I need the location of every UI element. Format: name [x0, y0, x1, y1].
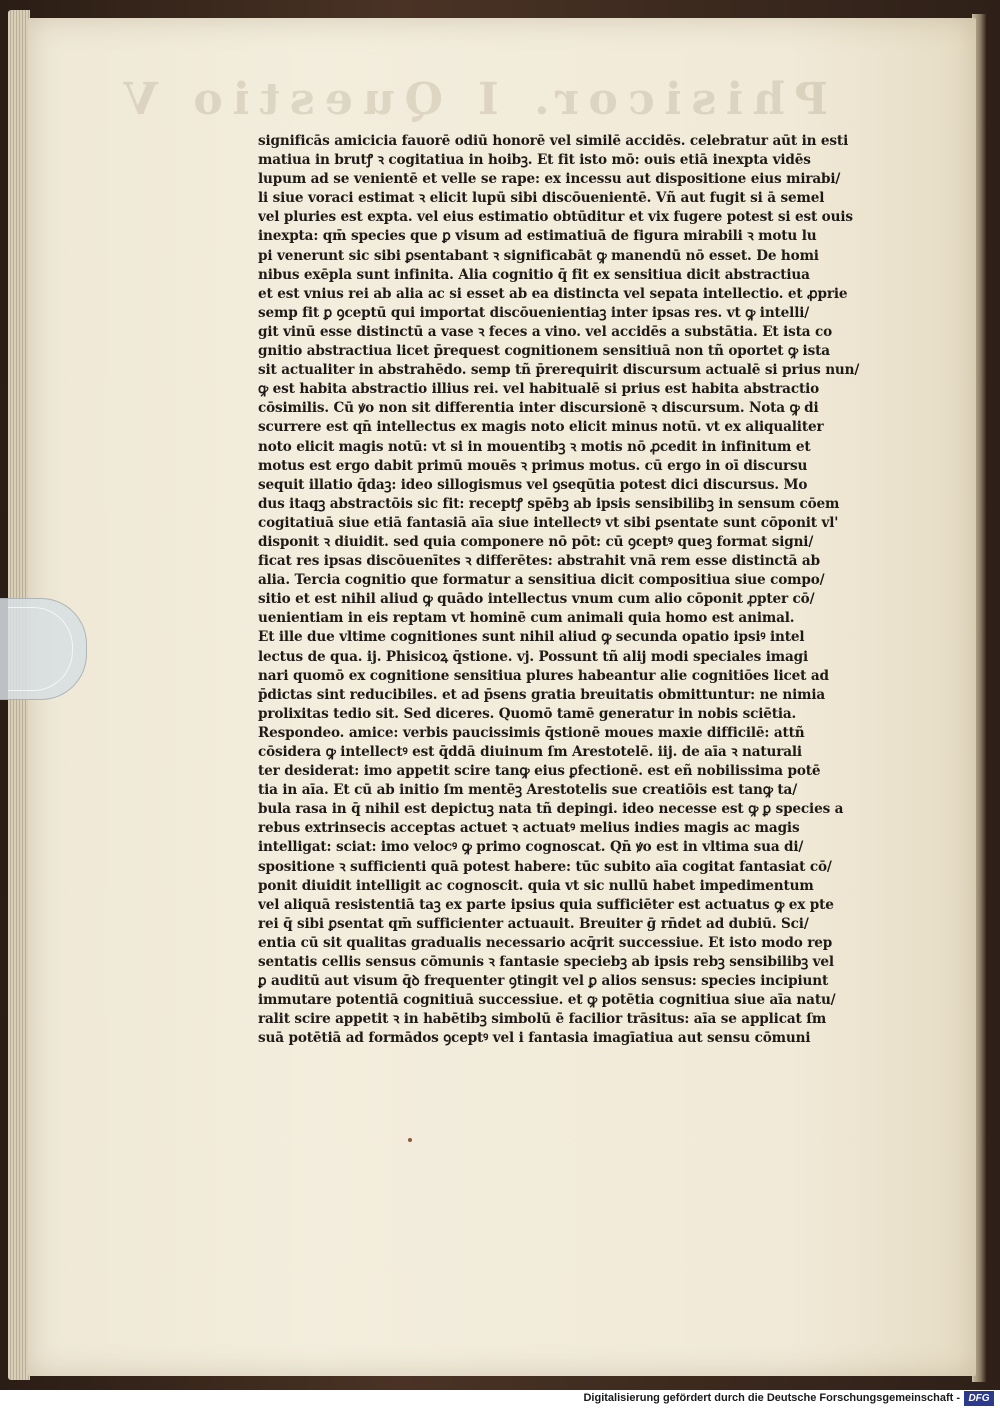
text-line: et est vnius rei ab alia ac si esset ab ea distincta vel sepata intellectio. et ꝓprie	[258, 285, 848, 302]
text-line: sit actualiter in abstrahēdo. semp tñ p̄rerequirit discursum actualē si prius nun/	[258, 362, 860, 379]
text-line: Respondeo. amice: verbis paucissimis q̄stionē moues maxie difficilē: attñ	[258, 724, 805, 741]
text-line: rei q̄ sibi ꝑsentat qm̄ sufficienter actuauit. Breuiter ḡ rn̄det ad dubiū. Sci/	[258, 915, 809, 932]
text-line: p̄dictas sint reducibiles. et ad p̄sens gratia breuitatis obmittuntur: ne nimia	[258, 686, 826, 703]
text-line: matiua in brutꝭ ꝛ cogitatiua in hoibꝫ. Et fit isto mō: ouis etiā inexpta vidēs	[258, 152, 811, 169]
text-line: lectus de qua. ij. Phisicoꝝ q̄stione. vj. Possunt tñ alij modi speciales imagi	[258, 648, 808, 665]
text-line: git vinū esse distinctū a vase ꝛ feces a vino. vel accidēs a substātia. Et ista co	[258, 323, 833, 340]
funding-credit: Digitalisierung gefördert durch die Deutsche Forschungsgemeinschaft -	[583, 1392, 960, 1404]
text-line: sequit illatio q̄daꝫ: ideo sillogismus vel ꝯseqūtia potest dici discursus. Mo	[258, 476, 808, 493]
text-line: intelligat: sciat: imo velocꝰ ꝙ primo cognoscat. Qn̄ ꝟo est in vltima sua di/	[258, 839, 804, 856]
text-block	[258, 132, 870, 1072]
text-line: disponit ꝛ diuidit. sed quia componere nō pōt: cū ꝯceptꝰ queꝫ format signi/	[258, 533, 814, 550]
text-line: Et ille due vltime cognitiones sunt nihil aliud ꝙ secunda opatio ipsiꝰ intel	[258, 629, 805, 646]
text-line: nari quomō ex cognitione sensitiua plures habeantur alie cognitiōes licet ad	[258, 667, 829, 684]
text-line: suā potētiā ad formādos ꝯceptꝰ vel i fantasia imagīatiua aut sensu cōmuni	[258, 1030, 811, 1047]
text-line: inexpta: qm̄ species que ꝑ visum ad estimatiuā de figura mirabili ꝛ motu lu	[258, 228, 817, 245]
text-line: cōsidera ꝙ intellectꝰ est q̄ddā diuinum ſm Arestotelē. iij. de aīa ꝛ naturali	[258, 744, 802, 760]
text-line: spositione ꝛ sufficienti quā potest habere: tūc subito aīa cogitat fantasiat cō/	[258, 858, 832, 875]
text-line: vel pluries est expta. vel eius estimatio obtūditur et vix fugere potest si est ouis	[258, 209, 853, 226]
text-line: tia in aīa. Et cū ab initio ſm mentēꝫ Arestotelis sue creatiōis est tanꝙ ta/	[258, 782, 798, 799]
text-line: ꝙ est habita abstractio illius rei. vel habitualē si prius est habita abstractio	[258, 381, 820, 398]
text-line: ponit diuidit intelligit ac cognoscit. quia vt sic nullū habet impedimentum	[258, 877, 814, 894]
text-line: nibus exēpla sunt infinita. Alia cognitio q̄ fit ex sensitiua dicit abstractiua	[258, 266, 810, 283]
text-line: scurrere est qn̄ intellectus ex magis noto elicit minus notū. vt ex aliqualiter	[258, 419, 824, 436]
text-line: ralit scire appetit ꝛ in habētibꝫ simbolū ē facilior trāsitus: aīa se applicat ſm	[258, 1011, 827, 1028]
text-line: uenientiam in eis reptam vt hominē cum animali quia homo est animal.	[258, 610, 795, 627]
text-line: cōsimilis. Cū ꝟo non sit differentia inter discursionē ꝛ discursum. Nota ꝙ di	[258, 400, 819, 417]
text-line: semp fit ꝑ ꝯceptū qui importat discōuenientiaꝫ inter ipsas res. vt ꝙ intelli/	[258, 304, 810, 321]
dfg-logo: DFG	[964, 1391, 994, 1406]
text-line: vel aliquā resistentiā taꝫ ex parte ipsius quia sufficiēter est actuatus ꝙ ex pte	[258, 896, 834, 913]
text-line: li siue voraci estimat ꝛ elicit lupū sibi discōuenientē. Vñ aut fugit si ā semel	[258, 190, 825, 207]
text-line: cogitatiuā siue etiā fantasiā aīa siue intellectꝰ vt sibi ꝑsentate sunt cōponit vl'	[258, 514, 839, 531]
text-line: ficat res ipsas discōuenītes ꝛ differētes: abstrahit vnā rem esse distinctā ab	[258, 553, 820, 570]
text-line: bula rasa in q̄ nihil est depictuꝫ nata tñ depingi. ideo necesse est ꝙ ꝑ species a	[258, 801, 844, 818]
text-line: ꝑ auditū aut visum q̄ꝺ frequenter ꝯtingit vel ꝑ alios sensus: species incipiunt	[258, 973, 829, 990]
text-line: entia cū sit qualitas gradualis necessario acq̄rit successiue. Et isto modo rep	[258, 934, 833, 951]
text-line: ter desiderat: imo appetit scire tanꝙ eius ꝑfectionē. est eñ nobilissima potē	[258, 763, 821, 780]
text-line: rebus extrinsecis acceptas actuet ꝛ actuatꝰ melius indies magis ac magis	[258, 820, 800, 837]
text-line: significās amicicia fauorē odiū honorē vel similē accidēs. celebratur aūt in esti	[258, 133, 849, 149]
text-line: gnitio abstractiua licet p̄request cognitionem sensitiuā non tñ oportet ꝙ ista	[258, 343, 830, 360]
text-line: sentatis cellis sensus cōmunis ꝛ fantasie speciebꝫ ab ipsis rebꝫ sensibilibꝫ vel	[258, 954, 834, 971]
bookmark-clip	[0, 598, 87, 700]
running-head-showthrough: Phisicor. I Questio V	[113, 74, 828, 125]
text-line: pi venerunt sic sibi ꝑsentabant ꝛ significabāt ꝙ manendū nō esset. De homi	[258, 247, 819, 264]
text-line: lupum ad se venientē et velle se rape: ex incessu aut dispositione eius mirabi/	[258, 171, 841, 188]
text-line: dus itaqꝫ abstractōis sic fit: receptꝭ spēbꝫ ab ipsis sensibilibꝫ in sensum cōem	[258, 495, 840, 512]
text-line: alia. Tercia cognitio que formatur a sensitiua dicit compositiua siue compo/	[258, 572, 825, 589]
text-line: noto elicit magis notū: vt si in mouentibꝫ ꝛ motis nō ꝓcedit in infinitum et	[258, 438, 811, 455]
text-line: sitio et est nihil aliud ꝙ quādo intellectus vnum cum alio cōponit ꝓpter cō/	[258, 591, 815, 608]
ink-spot	[408, 1138, 412, 1142]
text-line: motus est ergo dabit primū mouēs ꝛ primus motus. cū ergo in oī discursu	[258, 457, 808, 474]
text-line: prolixitas tedio sit. Sed diceres. Quomō tamē generatur in nobis sciētia.	[258, 705, 797, 722]
text-line: immutare potentiā cognitiuā successiue. et ꝙ potētia cognitiua siue aīa natu/	[258, 992, 836, 1009]
